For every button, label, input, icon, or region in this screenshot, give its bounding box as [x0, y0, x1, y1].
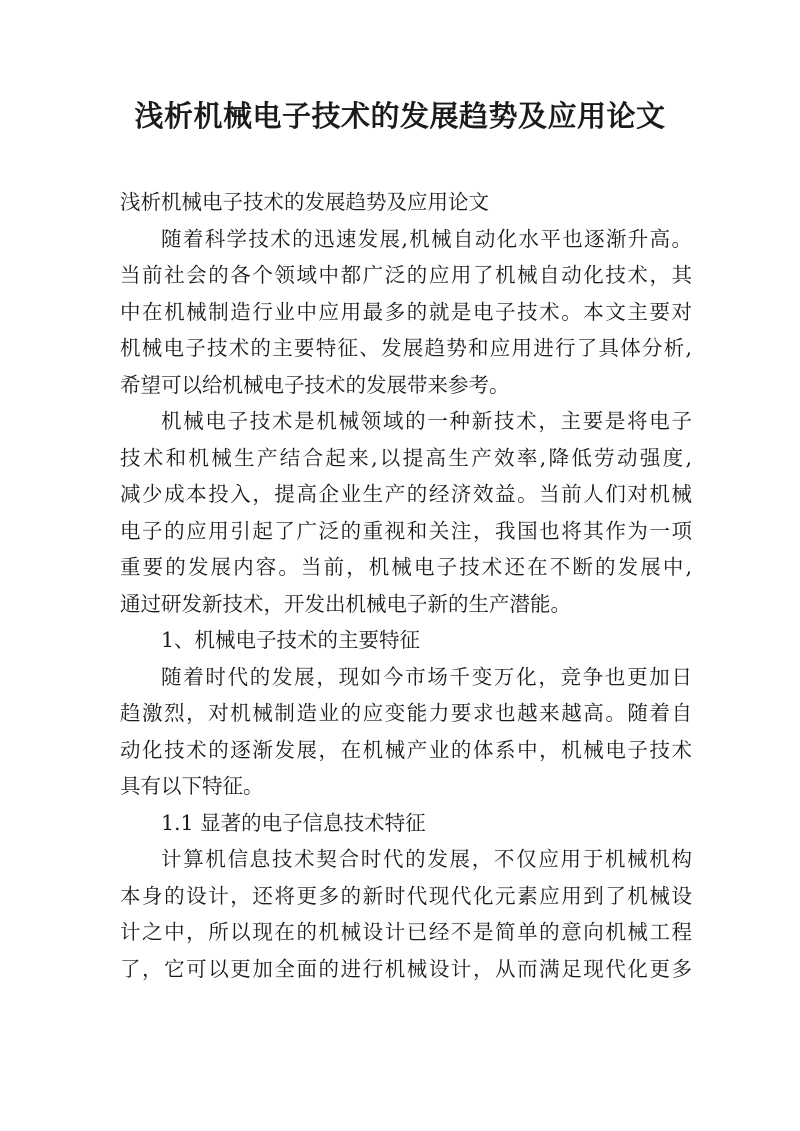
section-heading: 1、机械电子技术的主要特征: [161, 628, 421, 652]
text-line-subtitle: 浅析机械电子技术的发展趋势及应用论文: [120, 190, 489, 214]
text-line: 技术和机械生产结合起来,以提高生产效率,降低劳动强度,: [120, 445, 692, 470]
document-title: 浅析机械电子技术的发展趋势及应用论文: [134, 99, 666, 133]
text-line: 电子的应用引起了广泛的重视和关注，我国也将其作为一项: [120, 518, 692, 543]
text-line: 重要的发展内容。当前，机械电子技术还在不断的发展中,: [120, 555, 692, 579]
text-line: 具有以下特征。: [120, 774, 264, 798]
text-line: 计算机信息技术契合时代的发展，不仅应用于机械机构: [161, 847, 692, 871]
text-line: 计之中，所以现在的机械设计已经不是简单的意向机械工程: [120, 920, 692, 944]
text-line: 了，它可以更加全面的进行机械设计，从而满足现代化更多: [120, 956, 692, 981]
document-body: [120, 184, 692, 987]
text-line: 减少成本投入，提高企业生产的经济效益。当前人们对机械: [120, 482, 692, 506]
text-line: 本身的设计，还将更多的新时代现代化元素应用到了机械设: [120, 883, 692, 908]
text-line: 机械电子技术是机械领域的一种新技术，主要是将电子: [161, 409, 692, 433]
text-line: 随着科学技术的迅速发展,机械自动化水平也逐渐升高。: [161, 226, 692, 251]
text-line: 随着时代的发展，现如今市场千变万化，竞争也更加日: [161, 664, 692, 689]
text-line: 希望可以给机械电子技术的发展带来参考。: [120, 372, 510, 397]
text-line: 机械电子技术的主要特征、发展趋势和应用进行了具体分析,: [120, 336, 692, 360]
text-line: 动化技术的逐渐发展，在机械产业的体系中，机械电子技术: [120, 737, 692, 762]
text-line: 通过研发新技术，开发出机械电子新的生产潜能。: [120, 591, 571, 616]
text-line: 中在机械制造行业中应用最多的就是电子技术。本文主要对: [120, 299, 692, 324]
text-line: 趋激烈，对机械制造业的应变能力要求也越来越高。随着自: [120, 701, 692, 725]
text-line: 当前社会的各个领域中都广泛的应用了机械自动化技术，其: [120, 263, 692, 287]
subsection-heading: 1.1 显著的电子信息技术特征: [161, 810, 426, 835]
